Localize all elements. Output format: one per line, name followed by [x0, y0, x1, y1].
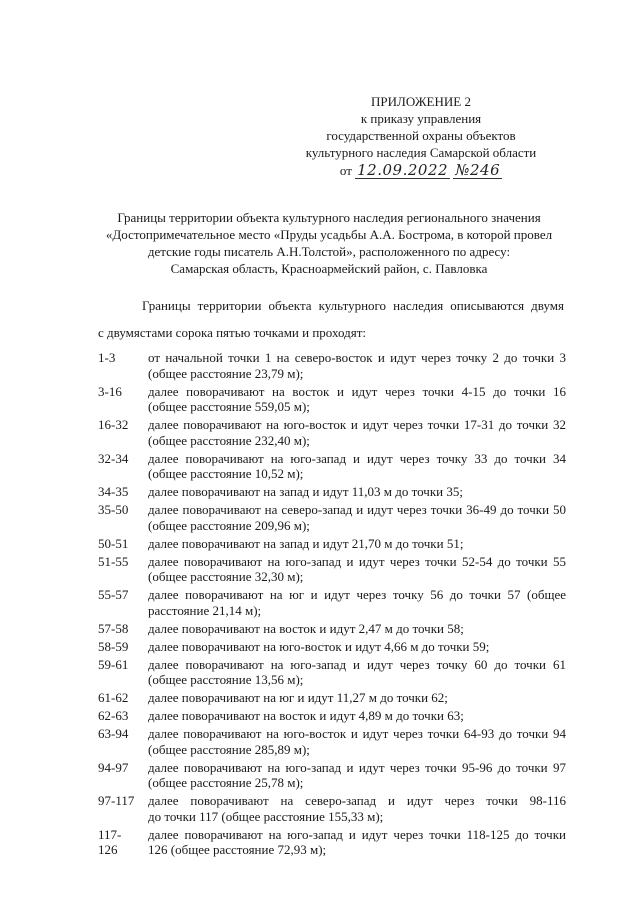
list-item [98, 587, 566, 618]
intro-paragraph [98, 292, 564, 346]
point-range: 57-58 [98, 620, 129, 636]
point-range: 59-61 [98, 656, 129, 672]
point-description [148, 760, 566, 791]
list-item [98, 726, 566, 757]
description-line: далее поворачивают на юго-восток и идут 4,66 м до точки 59; [148, 638, 490, 654]
point-range: 97-117 [98, 793, 135, 808]
description-line: от начальной точки 1 на северо-восток и идут через точку 2 до точки 3 [148, 350, 566, 365]
point-description [148, 621, 566, 637]
list-item [98, 657, 566, 688]
point-description [148, 587, 566, 618]
appendix-title: ПРИЛОЖЕНИЕ 2 [371, 94, 471, 109]
description-line: (общее расстояние 285,89 м); [148, 741, 310, 757]
list-item [98, 484, 566, 500]
description-line: далее поворачивают на юг и идут через точку 56 до точки 57 (общее [148, 587, 566, 602]
point-description [148, 793, 566, 824]
date-prefix: от [339, 163, 352, 178]
list-item [98, 760, 566, 791]
description-line: (общее расстояние 209,96 м); [148, 517, 310, 533]
point-range: 63-94 [98, 726, 129, 741]
title-line: Границы территории объекта культурного наследия регионального значения [117, 210, 541, 225]
list-item [98, 639, 566, 655]
handwritten-number [453, 162, 502, 179]
point-description [148, 554, 566, 585]
point-range: 55-57 [98, 587, 129, 602]
point-range: 34-35 [98, 484, 129, 499]
point-description [148, 350, 566, 381]
description-line: далее поворачивают на запад и идут 11,03 м до точки 35; [148, 484, 463, 499]
intro-line: Границы территории объекта культурного наследия описываются двумя [142, 298, 564, 313]
description-line: 126 (общее расстояние 72,93 м); [148, 842, 327, 857]
description-line: далее поворачивают на восток и идут через точки 4-15 до точки 16 [148, 383, 566, 399]
point-description [148, 502, 566, 533]
point-description [148, 451, 566, 482]
description-line: далее поворачивают на восток и идут 4,89 м до точки 63; [148, 708, 464, 723]
point-range: 61-62 [98, 690, 129, 705]
point-range: 51-55 [98, 553, 129, 569]
point-range: 94-97 [98, 759, 129, 775]
description-line: (общее расстояние 25,78 м); [148, 775, 304, 790]
description-line: (общее расстояние 232,40 м); [148, 432, 310, 448]
point-description [148, 384, 566, 415]
point-description [148, 726, 566, 757]
description-line: далее поворачивают на юго-запад и идут через точку 60 до точки 61 [148, 656, 566, 672]
appendix-line: к приказу управления [360, 111, 482, 126]
point-range: 32-34 [98, 450, 129, 466]
point-range: 58-59 [98, 638, 129, 654]
point-range: 117- 126 [98, 826, 122, 857]
description-line: до точки 117 (общее расстояние 155,33 м); [148, 808, 384, 824]
point-description [148, 639, 566, 655]
description-line: далее поворачивают на юг и идут 11,27 м до точки 62; [148, 690, 448, 705]
point-range: 62-63 [98, 708, 129, 723]
point-description [148, 417, 566, 448]
description-line: далее поворачивают на северо-запад и идут через точки 36-49 до точки 50 [148, 502, 566, 517]
description-line: (общее расстояние 32,30 м); [148, 569, 304, 584]
order-date-line [290, 162, 552, 179]
appendix-header [290, 93, 552, 179]
list-item [98, 690, 566, 706]
list-item [98, 350, 566, 381]
list-item [98, 502, 566, 533]
list-item [98, 417, 566, 448]
point-description [148, 708, 566, 724]
number-value: 246 [469, 161, 501, 179]
point-description [148, 690, 566, 706]
boundary-points-list [98, 350, 566, 860]
point-description [148, 484, 566, 500]
list-item [98, 384, 566, 415]
list-item [98, 827, 566, 858]
point-range: 3-16 [98, 383, 122, 399]
description-line: далее поворачивают на восток и идут 2,47 м до точки 58; [148, 620, 464, 636]
point-range: 16-32 [98, 417, 129, 432]
document-title [96, 209, 562, 277]
list-item [98, 793, 566, 824]
list-item [98, 554, 566, 585]
list-item [98, 451, 566, 482]
title-line: Самарская область, Красноармейский район, с. Павловка [170, 261, 488, 276]
description-line: далее поворачивают на северо-запад и идут через точки 98-116 [148, 793, 566, 808]
appendix-line: государственной охраны объектов [326, 128, 516, 143]
description-line: расстояние 21,14 м); [148, 602, 262, 618]
description-line: (общее расстояние 13,56 м); [148, 672, 304, 687]
description-line: далее поворачивают на юго-восток и идут через точки 64-93 до точки 94 [148, 726, 566, 741]
description-line: далее поворачивают на юго-запад и идут через точки 95-96 до точки 97 [148, 759, 566, 775]
description-line: далее поворачивают на запад и идут 21,70 м до точки 51; [148, 535, 464, 551]
title-line: детские годы писатель А.Н.Толстой», расположенного по адресу: [147, 244, 511, 259]
description-line: далее поворачивают на юго-запад и идут через точку 33 до точки 34 [148, 450, 566, 466]
point-range: 1-3 [98, 350, 116, 365]
description-line: (общее расстояние 559,05 м); [148, 399, 310, 414]
point-range: 35-50 [98, 502, 129, 517]
number-prefix: № [455, 161, 470, 179]
point-description [148, 827, 566, 858]
point-range: 50-51 [98, 535, 129, 551]
list-item [98, 621, 566, 637]
title-line: «Достопримечательное место «Пруды усадьбы А.А. Бострома, в которой провел [105, 227, 553, 242]
intro-line: с двумястами сорока пятью точками и проходят: [98, 325, 366, 340]
description-line: (общее расстояние 23,79 м); [148, 365, 304, 381]
description-line: далее поворачивают на юго-восток и идут через точки 17-31 до точки 32 [148, 417, 566, 432]
list-item [98, 536, 566, 552]
description-line: далее поворачивают на юго-запад и идут через точки 118-125 до точки [148, 826, 566, 842]
list-item [98, 708, 566, 724]
description-line: далее поворачивают на юго-запад и идут через точки 52-54 до точки 55 [148, 553, 566, 569]
point-description [148, 536, 566, 552]
appendix-line: культурного наследия Самарской области [305, 145, 537, 160]
handwritten-date: 12.09.2022 [357, 161, 449, 179]
description-line: (общее расстояние 10,52 м); [148, 466, 304, 481]
point-description [148, 657, 566, 688]
